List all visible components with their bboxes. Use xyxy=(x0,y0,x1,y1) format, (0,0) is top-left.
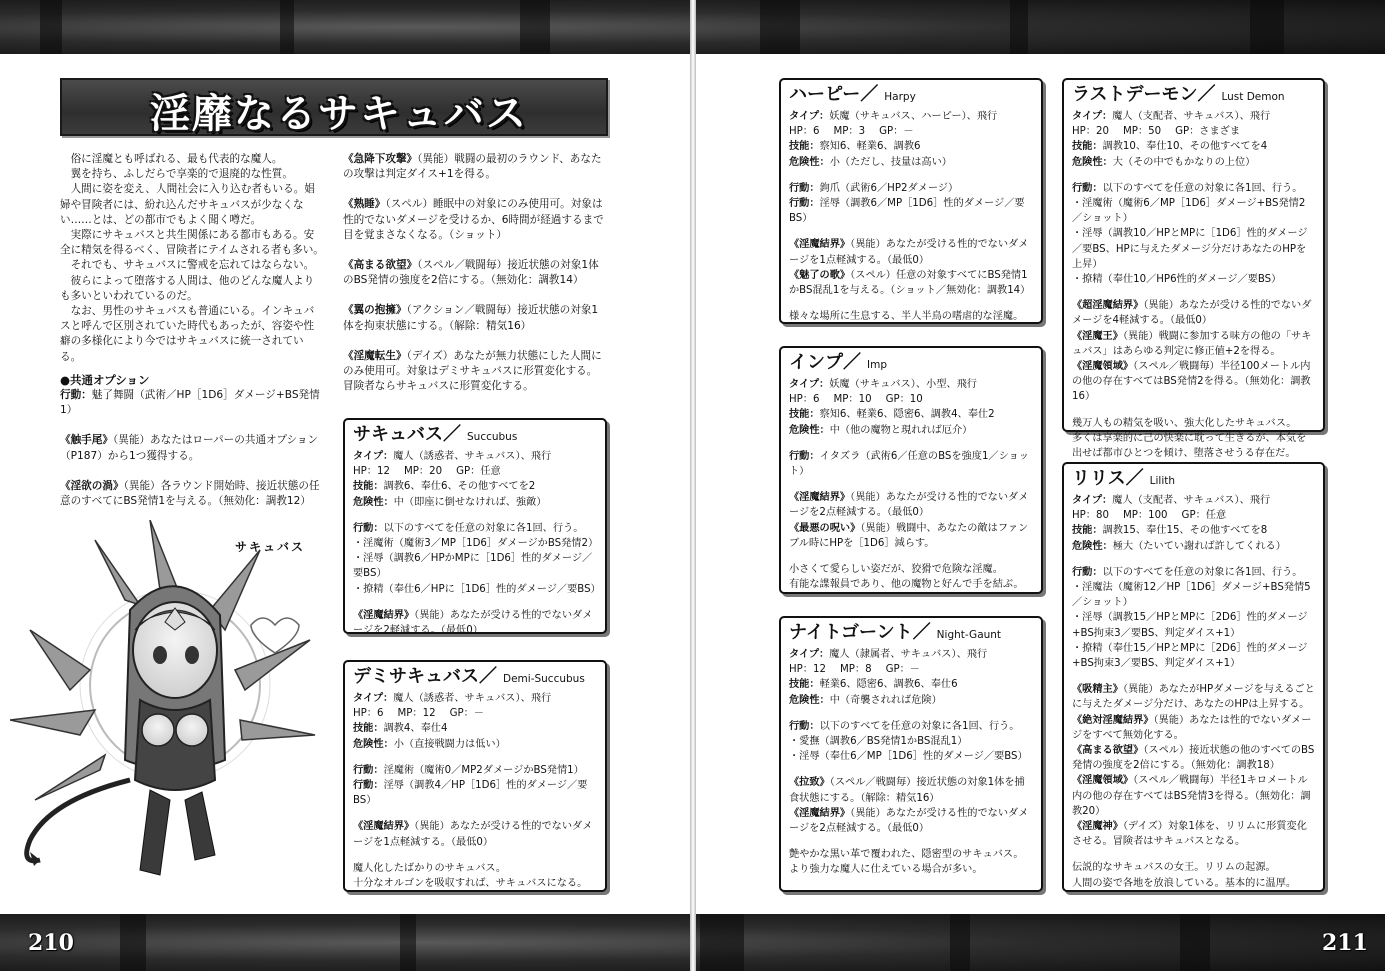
gp-value: GP：－ xyxy=(879,126,914,138)
field-label: 危険性： xyxy=(1072,540,1113,552)
field-label: 行動： xyxy=(789,198,820,210)
action-item: ・撩精（奉仕10／HP6性的ダメージ／要BS） xyxy=(1072,274,1282,286)
field-value: 中（即座に倒せなければ、強敵） xyxy=(393,496,547,508)
ability-text: （デイズ）対象1体を、リリムに形質変化させる。冒険者はサキュバスとなる。 xyxy=(1072,821,1307,848)
field-label: 技能： xyxy=(789,141,820,153)
description-line: 伝説的なサキュバスの女王。リリムの起源。 xyxy=(1072,862,1276,874)
field-value: 魔人（誘惑者、サキュバス）、飛行 xyxy=(393,693,552,704)
page-number-left: 210 xyxy=(28,930,74,956)
ability-text: （異能）あなたが受ける性的でないダメージを4軽減する。（最低0） xyxy=(1072,300,1312,327)
ability-text: （スペル／戦闘毎）接近状態の対象1体を捕食状態にする。（解除：精気16） xyxy=(789,777,1025,804)
ability-text: （異能）戦闘中、あなたの敵はファンブル時にHPを［1D6］減らす。 xyxy=(789,522,1029,549)
statblock-en-name: Demi-Succubus xyxy=(503,673,585,685)
intro-paragraph: それでも、サキュバスに警戒を忘れてはならない。 xyxy=(70,259,315,272)
ability-name: 《最悪の呪い》 xyxy=(789,522,861,534)
ability-name: 《翼の抱擁》 xyxy=(343,304,407,317)
ability-name: 《淫魔王》 xyxy=(1072,330,1123,342)
field-value: 以下のすべてを任意の対象に各1回、行う。 xyxy=(1102,182,1303,194)
hp-value: HP：6 xyxy=(353,708,384,720)
description-line: 艶やかな黒い革で覆われた、隠密型のサキュバス。 xyxy=(789,849,1024,861)
field-value: 淫辱（調教6／MP［1D6］性的ダメージ／要BS） xyxy=(789,198,1025,225)
field-label: 危険性： xyxy=(353,496,394,508)
field-label: タイプ： xyxy=(1072,495,1113,506)
field-value: 中（奇襲されれば危険） xyxy=(829,694,942,706)
ability-text: （スペル／戦闘毎）半径1キロメートル内の他の存在すべてはBS発情3を得る。（無効化：調教20） xyxy=(1072,775,1311,817)
statblock-en-name: Imp xyxy=(867,359,887,371)
field-value: 以下のすべてを任意の対象に各1回、行う。 xyxy=(819,720,1020,732)
ability-name: 《絶対淫魔結界》 xyxy=(1072,714,1154,726)
description-line: 人間の姿で各地を放浪している。基本的に温厚。 xyxy=(1072,877,1297,889)
page-title: 淫靡なるサキュバス xyxy=(150,91,528,137)
statblock-name: ラストデーモン／ xyxy=(1072,84,1216,105)
ability-name: 《淫魔結界》 xyxy=(789,807,851,819)
gp-value: GP：任意 xyxy=(456,466,501,478)
ability-text: （異能）戦闘に参加する味方の他の「サキュバス」はあらゆる判定に修正値+2を得る。 xyxy=(1072,330,1312,357)
mp-value: MP：50 xyxy=(1122,126,1162,138)
ability-text: （異能）あなたはローパーの共通オプション（P187）から1つ獲得する。 xyxy=(60,434,319,462)
ability-text: （異能）あなたは性的でないダメージをすべて無効化する。 xyxy=(1072,714,1312,741)
gp-value: GP：－ xyxy=(449,708,484,720)
action-text: 魅了舞闘（武術／HP［1D6］ダメージ+BS発情1） xyxy=(60,389,320,417)
hp-value: HP：6 xyxy=(789,394,820,406)
statblock-name: デミサキュバス／ xyxy=(353,666,497,687)
field-label: タイプ： xyxy=(353,451,394,462)
intro-paragraph: 人間に姿を変え、人間社会に入り込む者もいる。娼婦や冒険者には、紛れ込んだサキュバスが少なくない……とは、どの都市でもよく聞く噂だ。 xyxy=(60,183,315,226)
ability-name: 《淫欲の渦》 xyxy=(60,479,124,492)
mp-value: MP：20 xyxy=(403,466,443,478)
field-value: 小（ただし、技量は高い） xyxy=(829,156,952,168)
field-value: 魔人（誘惑者、サキュバス）、飛行 xyxy=(393,451,552,462)
field-label: タイプ： xyxy=(789,649,830,660)
statblock-en-name: Night-Gaunt xyxy=(936,629,1002,641)
field-label: 技能： xyxy=(789,409,820,421)
field-label: タイプ： xyxy=(789,379,830,390)
ability-name: 《淫魔神》 xyxy=(1072,821,1123,833)
action-item: ・淫魔術（魔術6／MP［1D6］ダメージ+BS発情2／ショット） xyxy=(1072,198,1306,225)
ability-name: 《熟睡》 xyxy=(343,198,386,211)
action-item: ・淫辱（奉仕6／MP［1D6］性的ダメージ／要BS） xyxy=(789,751,1028,763)
field-value: イタズラ（武術6／任意のBSを強度1／ショット） xyxy=(789,450,1029,478)
field-value: 小（直接戦闘力は低い） xyxy=(393,738,506,750)
field-label: 行動： xyxy=(1072,182,1103,194)
field-value: 妖魔（サキュバス）、小型、飛行 xyxy=(829,379,977,390)
mp-value: MP：8 xyxy=(839,664,872,676)
ability-text: （異能）あなたがHPダメージを与えるごとに与えたダメージ分だけ、あなたのHPは上昇する。 xyxy=(1072,684,1315,711)
mp-value: MP：12 xyxy=(397,708,436,720)
action-item: ・撩精（奉仕6／HPに［1D6］性的ダメージ／要BS） xyxy=(353,583,601,595)
field-label: 技能： xyxy=(353,723,384,735)
description-line: 小さくて愛らしい姿だが、狡猾で危険な淫魔。 xyxy=(789,564,1003,576)
field-value: 魔人（隷属者、サキュバス）、飛行 xyxy=(829,649,988,660)
description-line: 有能な諜報員であり、他の魔物と好んで手を結ぶ。 xyxy=(789,579,1024,591)
field-value: 調教6、奉仕6、その他すべてを2 xyxy=(383,481,536,493)
field-value: 調教4、奉仕4 xyxy=(383,723,448,735)
ability-name: 《超淫魔結界》 xyxy=(1072,300,1144,312)
ability-text: （スペル）睡眠中の対象にのみ使用可。対象は性的でないダメージを受けるか、6時間が経過するまで目を覚まさなくなる。（ショット） xyxy=(343,198,604,241)
ability-text: （異能）あなたが受ける性的でないダメージを2軽減する。（最低0） xyxy=(353,609,593,637)
ability-text: （異能）あなたが受ける性的でないダメージを1点軽減する。（最低0） xyxy=(353,821,593,848)
statblock-name: リリス／ xyxy=(1072,468,1144,489)
action-item: ・淫魔術（魔術3／MP［1D6］ダメージかBS発情2） xyxy=(353,538,599,550)
ability-name: 《急降下攻撃》 xyxy=(343,153,418,165)
field-label: 技能： xyxy=(353,481,384,493)
statblock-name: インプ／ xyxy=(789,352,861,373)
field-label: 行動： xyxy=(789,450,820,462)
statblock-en-name: Harpy xyxy=(884,91,916,103)
field-label: タイプ： xyxy=(1072,111,1113,122)
ability-name: 《淫魔結界》 xyxy=(353,821,415,833)
gp-value: GP：任意 xyxy=(1181,510,1227,522)
ability-name: 《高まる欲望》 xyxy=(343,259,418,272)
field-label: 技能： xyxy=(789,679,820,691)
ability-text: （スペル／戦闘毎）接近状態の対象1体のBS発情の強度を2倍にする。（無効化：調教14） xyxy=(343,259,599,287)
ability-name: 《淫魔転生》 xyxy=(343,349,407,362)
statblock-demi-succubus xyxy=(343,660,607,892)
field-label: タイプ： xyxy=(353,693,394,704)
gp-value: GP：10 xyxy=(885,394,923,406)
field-label: 行動： xyxy=(353,780,384,792)
statblock-harpy xyxy=(779,78,1043,324)
field-label: 危険性： xyxy=(353,738,394,750)
action-item: ・淫魔法（魔術12／HP［1D6］ダメージ+BS発情5／ショット） xyxy=(1072,582,1311,609)
gp-value: GP：－ xyxy=(885,664,920,676)
description-line: 幾万人もの精気を吸い、強大化したサキュバス。 xyxy=(1072,417,1297,429)
field-value: 以下のすべてを任意の対象に各1回、行う。 xyxy=(383,522,584,534)
field-value: 大（その中でもかなりの上位） xyxy=(1112,156,1256,168)
field-label: 行動： xyxy=(1072,566,1103,578)
description-line: 様々な場所に生息する、半人半鳥の嗜虐的な淫魔。 xyxy=(789,311,1024,323)
ability-text: （異能）戦闘の最初のラウンド、あなたの攻撃は判定ダイス+1を得る。 xyxy=(343,153,602,181)
action-item: ・淫辱（調教10／HPとMPに［1D6］性的ダメージ／要BS、HPに与えたダメージ分だけあなたのHPを上昇） xyxy=(1072,228,1308,270)
statblock-name: ハーピー／ xyxy=(789,84,879,105)
field-label: 危険性： xyxy=(789,694,830,706)
statblock-en-name: Lilith xyxy=(1149,475,1176,487)
field-label: 行動： xyxy=(789,182,820,194)
ability-name: 《淫魔結界》 xyxy=(353,609,415,621)
field-value: 妖魔（サキュバス、ハーピー）、飛行 xyxy=(829,111,998,122)
field-label: 危険性： xyxy=(789,424,830,436)
ability-text: （スペル／戦闘毎）半径100メートル内の他の存在すべてはBS発情2を得る。（無効化：調教16） xyxy=(1072,361,1311,403)
description-line: 十分なオルゴンを吸収すれば、サキュバスになる。 xyxy=(353,878,588,890)
field-value: 中（他の魔物と現れれば厄介） xyxy=(829,424,973,436)
statblock-succubus xyxy=(343,418,607,637)
illustration-label: サキュバス xyxy=(235,540,306,554)
intro-column xyxy=(60,152,324,509)
description-line: より強力な魔人に仕えている場合が多い。 xyxy=(789,864,983,876)
intro-paragraph: なお、男性のサキュバスも普通にいる。インキュバスと呼んで区別されていた時代もあったが、容姿や性癖の多様化により今ではサキュバスに統一されている。 xyxy=(60,305,315,363)
abilities-column xyxy=(343,152,607,394)
statblock-lust-demon xyxy=(1062,78,1325,460)
ability-name: 《淫魔領域》 xyxy=(1072,775,1134,787)
page-gutter xyxy=(690,0,696,971)
action-item: ・淫辱（調教6／HPかMPに［1D6］性的ダメージ／要BS） xyxy=(353,553,593,580)
description-line: 多くは享楽的に己の快楽に耽って生きるが、本気を出せば都市ひとつを傾け、堕落させうる存在だ。 xyxy=(1072,432,1307,460)
ability-name: 《魅了の歌》 xyxy=(789,269,851,281)
ability-text: （異能）あなたが受ける性的でないダメージを2点軽減する。（最低0） xyxy=(789,492,1029,519)
ability-text: （アクション／戦闘毎）接近状態の対象1体を拘束状態にする。（解除：精気16） xyxy=(343,304,599,332)
field-value: 魔人（支配者、サキュバス）、飛行 xyxy=(1112,495,1271,506)
statblock-name: ナイトゴーント／ xyxy=(789,622,931,643)
ability-text: （異能）各ラウンド開始時、接近状態の任意のすべてにBS発情1を与える。（無効化：調教12） xyxy=(60,479,320,508)
hp-value: HP：12 xyxy=(353,466,390,478)
field-value: 察知6、軽業6、隠密6、調教4、奉仕2 xyxy=(819,409,995,421)
statblock-night-gaunt xyxy=(779,616,1043,892)
intro-paragraph: 彼らによって堕落する人間は、他のどんな魔人よりも多いといわれているのだ。 xyxy=(60,274,315,302)
field-value: 調教15、奉仕15、その他すべてを8 xyxy=(1102,525,1268,537)
field-label: タイプ： xyxy=(789,111,830,122)
field-value: 鉤爪（武術6／HP2ダメージ） xyxy=(819,182,959,194)
ability-name: 《吸精主》 xyxy=(1072,684,1123,696)
ability-text: （スペル）任意の対象すべてにBS発情1かBS混乱1を与える。（ショット／無効化：調教14） xyxy=(789,269,1031,297)
mp-value: MP：100 xyxy=(1122,510,1168,522)
field-label: 技能： xyxy=(1072,141,1103,153)
intro-paragraph: 実際にサキュバスと共生関係にある都市もある。安全に精気を得るべく、冒険者にテイムされる者も多い。 xyxy=(60,229,324,257)
field-value: 淫辱（調教4／HP［1D6］性的ダメージ／要BS） xyxy=(353,780,588,807)
field-value: 調教10、奉仕10、その他すべてを4 xyxy=(1102,141,1268,153)
ability-text: （異能）あなたが受ける性的でないダメージを1点軽減する。（最低0） xyxy=(789,239,1029,266)
common-options-heading: ●共通オプション xyxy=(60,372,150,387)
ability-text: （スペル）接近状態の他のすべてのBS発情の強度を2倍にする。（無効化：調教18） xyxy=(1072,745,1315,772)
gp-value: GP：さまざま xyxy=(1175,126,1241,138)
succubus-illustration xyxy=(10,520,330,910)
field-label: 技能： xyxy=(1072,525,1103,537)
statblock-lilith xyxy=(1062,462,1325,892)
ability-name: 《高まる欲望》 xyxy=(1072,745,1144,757)
hp-value: HP：80 xyxy=(1072,510,1109,522)
field-label: 危険性： xyxy=(789,156,830,168)
intro-paragraph: 翼を持ち、ふしだらで享楽的で退廃的な性質。 xyxy=(70,168,293,181)
mp-value: MP：10 xyxy=(833,394,872,406)
action-item: ・淫辱（調教15／HPとMPに［2D6］性的ダメージ+BS拘束3／要BS、判定ダイス+1） xyxy=(1072,612,1308,639)
field-value: 以下のすべてを任意の対象に各1回、行う。 xyxy=(1102,566,1303,578)
field-value: 淫魔術（魔術0／MP2ダメージかBS発情1） xyxy=(383,764,584,776)
hp-value: HP：20 xyxy=(1072,126,1109,138)
action-item: ・愛撫（調教6／BS発情1かBS混乱1） xyxy=(789,736,968,748)
ability-name: 《触手尾》 xyxy=(60,434,113,447)
statblock-en-name: Succubus xyxy=(467,431,518,443)
ability-name: 《淫魔結界》 xyxy=(789,492,851,504)
field-value: 軽業6、隠密6、調教6、奉仕6 xyxy=(819,679,958,691)
field-label: 行動： xyxy=(353,522,384,534)
ability-name: 《淫魔領域》 xyxy=(1072,361,1134,373)
field-value: 察知6、軽業6、調教6 xyxy=(819,141,921,153)
field-value: 極大（たいてい謝れば許してくれる） xyxy=(1112,540,1286,552)
description-line: 魔人化したばかりのサキュバス。 xyxy=(353,862,507,874)
field-label: 行動： xyxy=(789,720,820,732)
field-value: 魔人（支配者、サキュバス）、飛行 xyxy=(1112,111,1271,122)
field-label: 行動： xyxy=(353,764,384,776)
intro-paragraph: 俗に淫魔とも呼ばれる、最も代表的な魔人。 xyxy=(70,153,283,165)
ability-name: 《拉致》 xyxy=(789,777,830,789)
statblock-name: サキュバス／ xyxy=(353,424,461,445)
statblock-en-name: Lust Demon xyxy=(1221,91,1285,103)
action-item: ・撩精（奉仕15／HPとMPに［2D6］性的ダメージ+BS拘束3／要BS、判定ダイス+1） xyxy=(1072,642,1308,670)
hp-value: HP：6 xyxy=(789,126,820,138)
mp-value: MP：3 xyxy=(833,126,866,138)
statblock-imp xyxy=(779,346,1043,594)
ability-text: （異能）あなたが受ける性的でないダメージを2点軽減する。（最低0） xyxy=(789,807,1029,835)
ability-text: （デイズ）あなたが無力状態にした人間にのみ使用可。対象はデミサキュバスに形質変化する。冒険者ならサキュバスに形質変化する。 xyxy=(343,349,602,393)
ability-name: 《淫魔結界》 xyxy=(789,239,851,251)
field-label: 危険性： xyxy=(1072,156,1113,168)
hp-value: HP：12 xyxy=(789,664,826,676)
page-number-right: 211 xyxy=(1322,930,1368,956)
action-label: 行動： xyxy=(60,389,92,402)
